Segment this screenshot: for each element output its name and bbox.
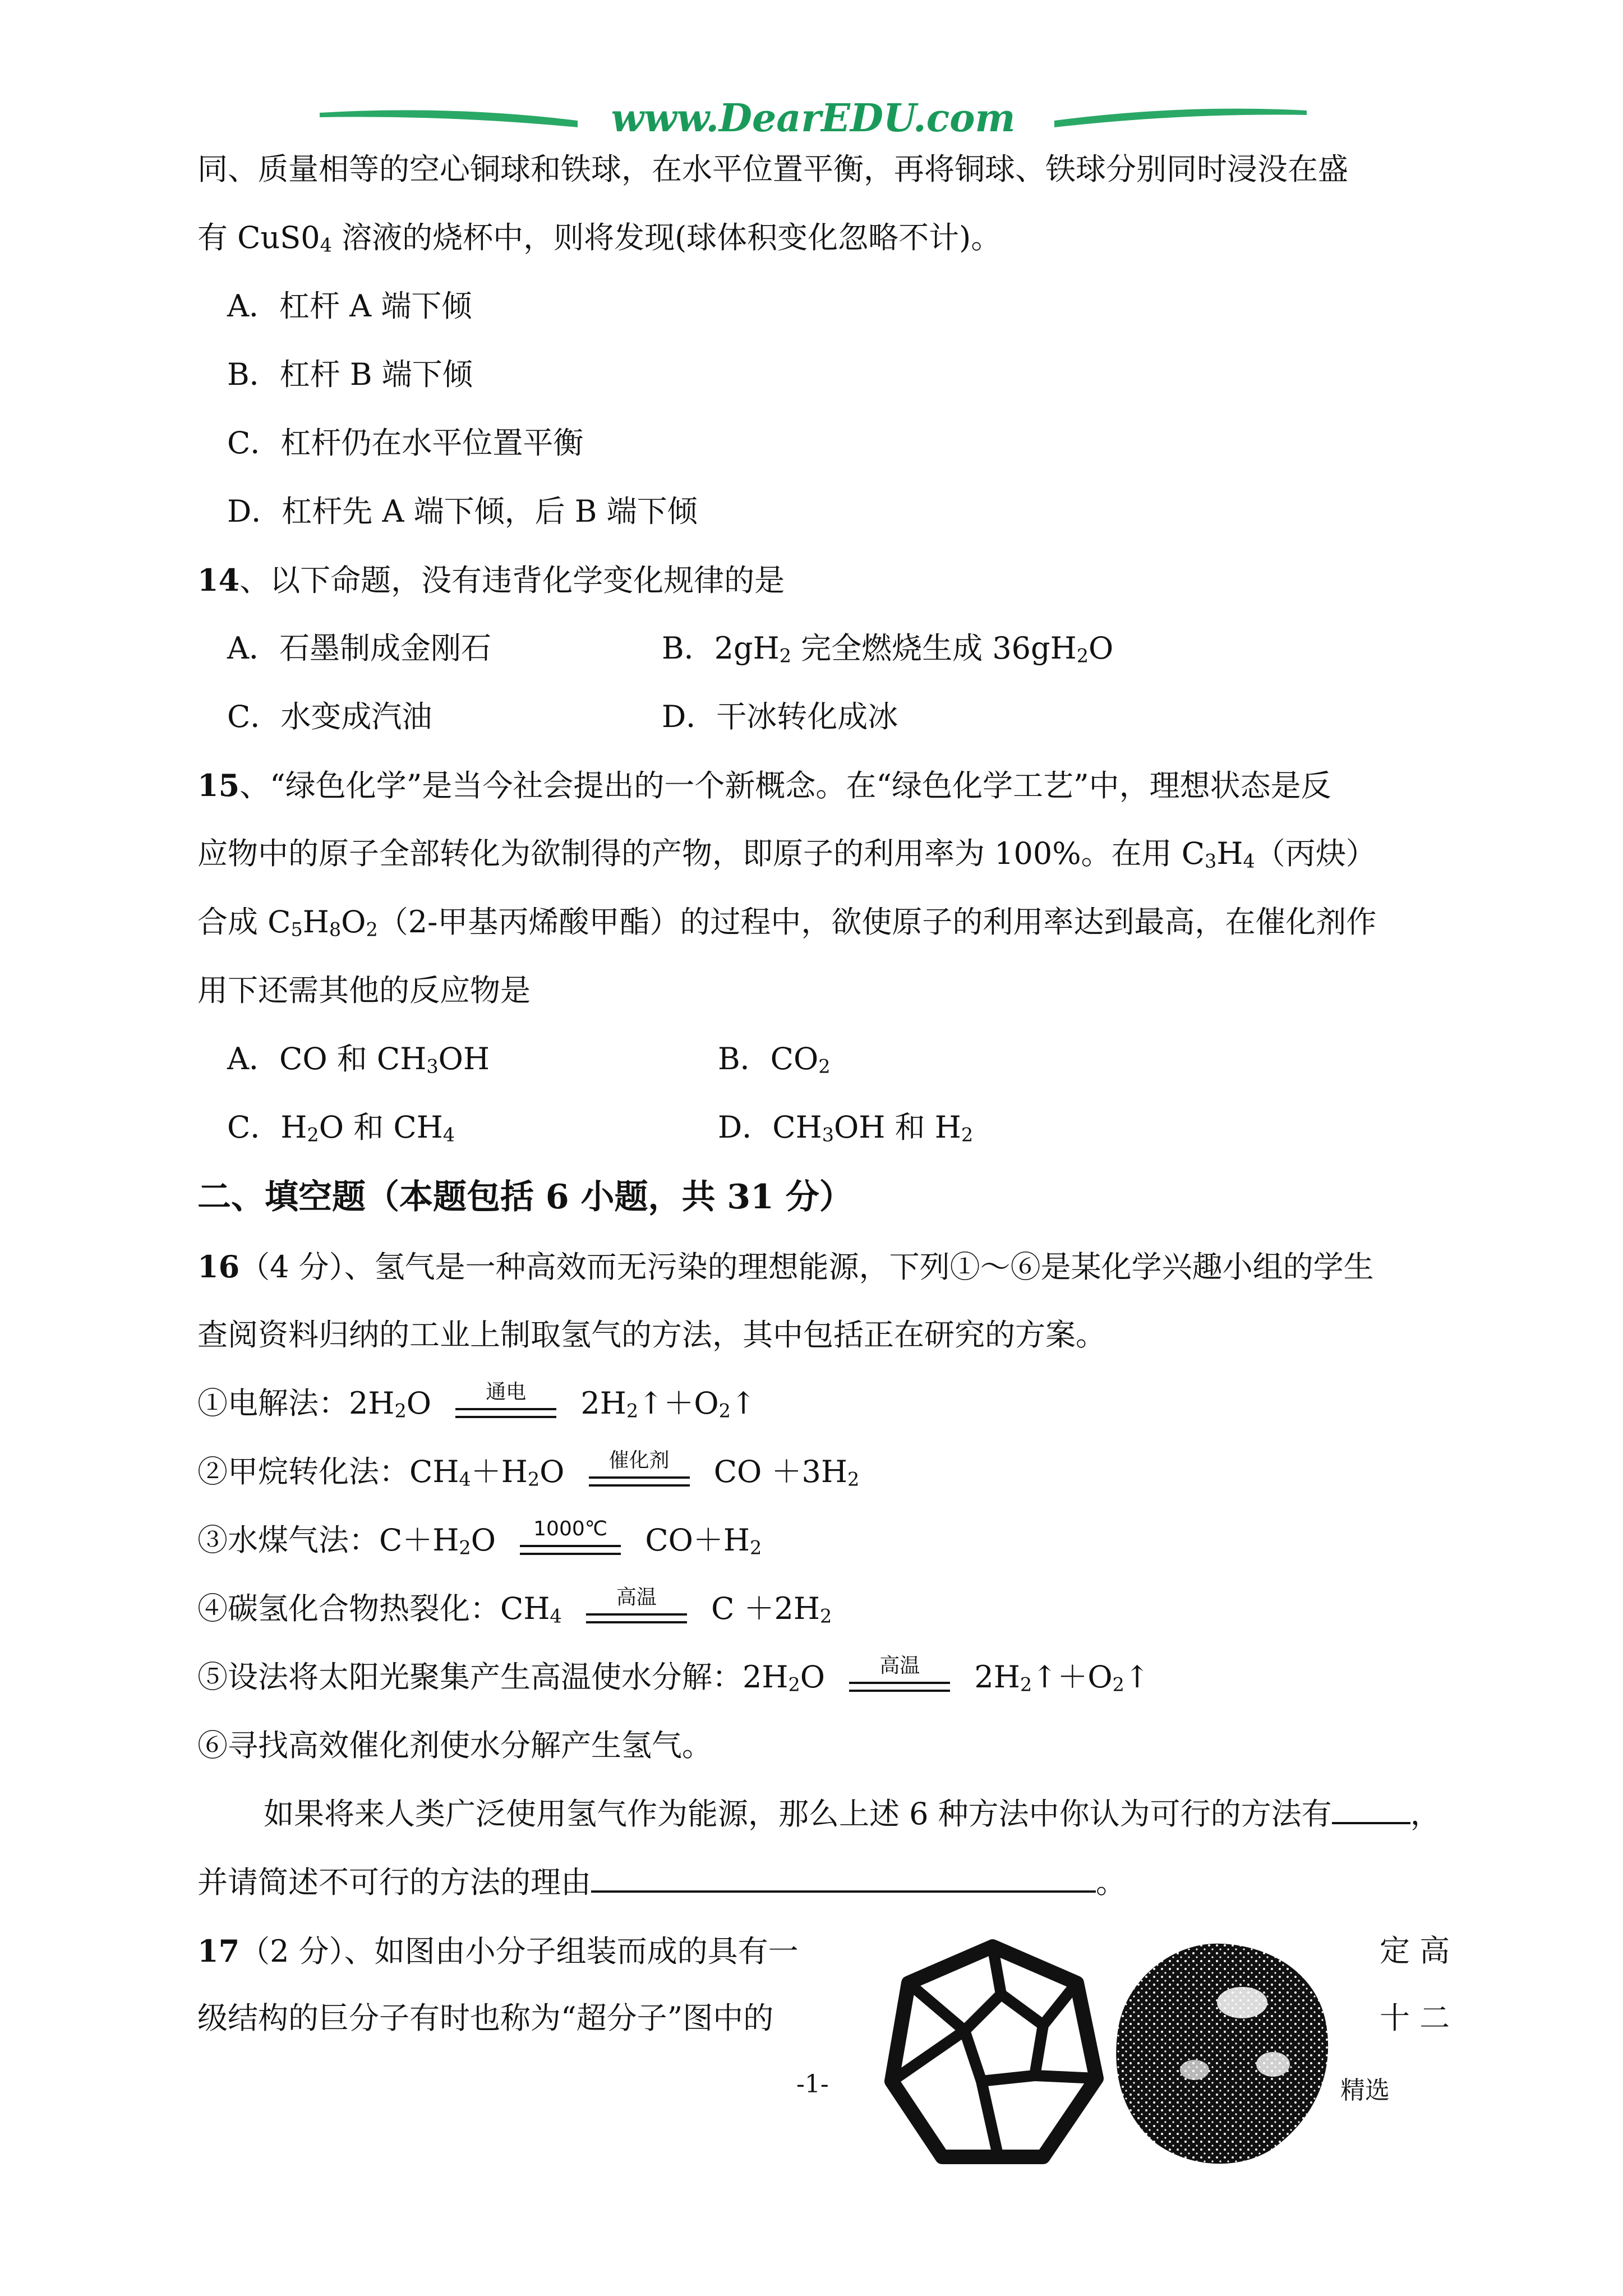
q15-stem-line4: 用下还需其他的反应物是 [197, 973, 531, 1008]
q15-stem-line2: 应物中的原子全部转化为欲制得的产物，即原子的利用率为 100%。在用 $C_3H_4$（丙炔） [197, 836, 1376, 872]
q16-method-1: ①电解法：$2H_2O$ 通电 $2H_2↑+O_2↑$ [197, 1381, 757, 1422]
q17-stem-line2: 级结构的巨分子有时也称为“超分子”图中的 [197, 2000, 774, 2036]
site-header [314, 98, 1312, 149]
answer-blank-2[interactable] [591, 1861, 1096, 1893]
q14-option-a: A．石墨制成金刚石 [227, 631, 491, 666]
q16-method-2: ②甲烷转化法：$CH_4+H_2O$ 催化剂 CO $+3H_2$ [197, 1449, 860, 1490]
q17-stem-line2-end: 十 二 [1380, 2000, 1450, 2036]
dodecahedron-figure [875, 1930, 1110, 2182]
q13-option-d: D．杠杆先 A 端下倾，后 B 端下倾 [227, 494, 698, 529]
q16-question-1: 如果将来人类广泛使用氢气作为能源，那么上述 6 种方法中你认为可行的方法有 ， [264, 1792, 1441, 1837]
q13-stem-line1: 同、质量相等的空心铜球和铁球，在水平位置平衡，再将铜球、铁球分别同时浸没在盛 [197, 151, 1348, 187]
site-url: www.DearEDU.com [611, 96, 1016, 141]
q15-stem-line3: 合成 $C_5H_8O_2(2-$甲基丙烯酸甲酯）的过程中，欲使原子的利用率达到最高，在催化剂作 [197, 904, 1377, 941]
q13-option-c: C．杠杆仍在水平位置平衡 [227, 425, 584, 461]
q15-option-c: C．$H_2O$ 和 $CH_4$ [227, 1110, 455, 1146]
q13-option-a: A．杠杆 A 端下倾 [227, 288, 472, 324]
q15-option-a: A．CO 和 $CH_3OH$ [227, 1041, 490, 1078]
q15-stem-line1: 15、“绿色化学”是当今社会提出的一个新概念。在“绿色化学工艺”中，理想状态是反 [197, 767, 1331, 803]
reaction-condition: 1000℃ [520, 1526, 621, 1559]
reaction-condition: 通电 [455, 1389, 556, 1423]
q14-option-b: B．$2gH_2$ 完全燃烧生成 $36gH_2O$ [662, 631, 1114, 667]
q14-option-d: D．干冰转化成冰 [662, 699, 898, 734]
q16-method-6: ⑥寻找高效催化剂使水分解产生氢气。 [197, 1728, 712, 1763]
q14-option-c: C．水变成汽油 [227, 699, 432, 734]
footer-mark: 精选 [1340, 2076, 1390, 2105]
q13-option-b: B．杠杆 B 端下倾 [227, 357, 473, 392]
q14-stem: 14、以下命题，没有违背化学变化规律的是 [197, 562, 785, 598]
q16-question-2: 并请简述不可行的方法的理由 。 [197, 1860, 1126, 1905]
q16-method-5: ⑤设法将太阳光聚集产生高温使水分解：$2H_2O$ 高温 $2H_2↑+O_2↑$ [197, 1654, 1150, 1696]
q16-method-4: ④碳氢化合物热裂化：$CH_4$ 高温 $C +2H_2$ [197, 1586, 832, 1627]
reaction-condition: 高温 [586, 1594, 687, 1628]
reaction-condition: 高温 [849, 1663, 950, 1696]
page-number: -1- [796, 2070, 829, 2099]
answer-blank-1[interactable] [1332, 1793, 1410, 1824]
q16-stem-line1: 16（4 分）、氢气是一种高效而无污染的理想能源，下列①～⑥是某化学兴趣小组的学生 [197, 1249, 1374, 1285]
supramolecule-figure [1105, 1935, 1340, 2171]
q15-option-d: D．$CH_3OH$ 和 $H_2$ [718, 1110, 974, 1146]
q16-method-3: ③水煤气法：$C+H_2O$ 1000℃ $CO+H_2$ [197, 1517, 762, 1559]
q17-stem-line1: 17（2 分）、如图由小分子组装而成的具有一 [197, 1933, 799, 1969]
section-heading: 二、填空题（本题包括 6 小题，共 31 分） [197, 1177, 853, 1217]
reaction-condition: 催化剂 [589, 1457, 690, 1491]
q16-stem-line2: 查阅资料归纳的工业上制取氢气的方法，其中包括正在研究的方案。 [197, 1317, 1106, 1352]
q13-stem-line2: 有 $CuS0_4$ 溶液的烧杯中，则将发现(球体积变化忽略不计)。 [197, 220, 1002, 256]
q17-stem-line1-end: 定 高 [1380, 1933, 1450, 1968]
q15-option-b: B．$CO_2$ [718, 1041, 831, 1078]
